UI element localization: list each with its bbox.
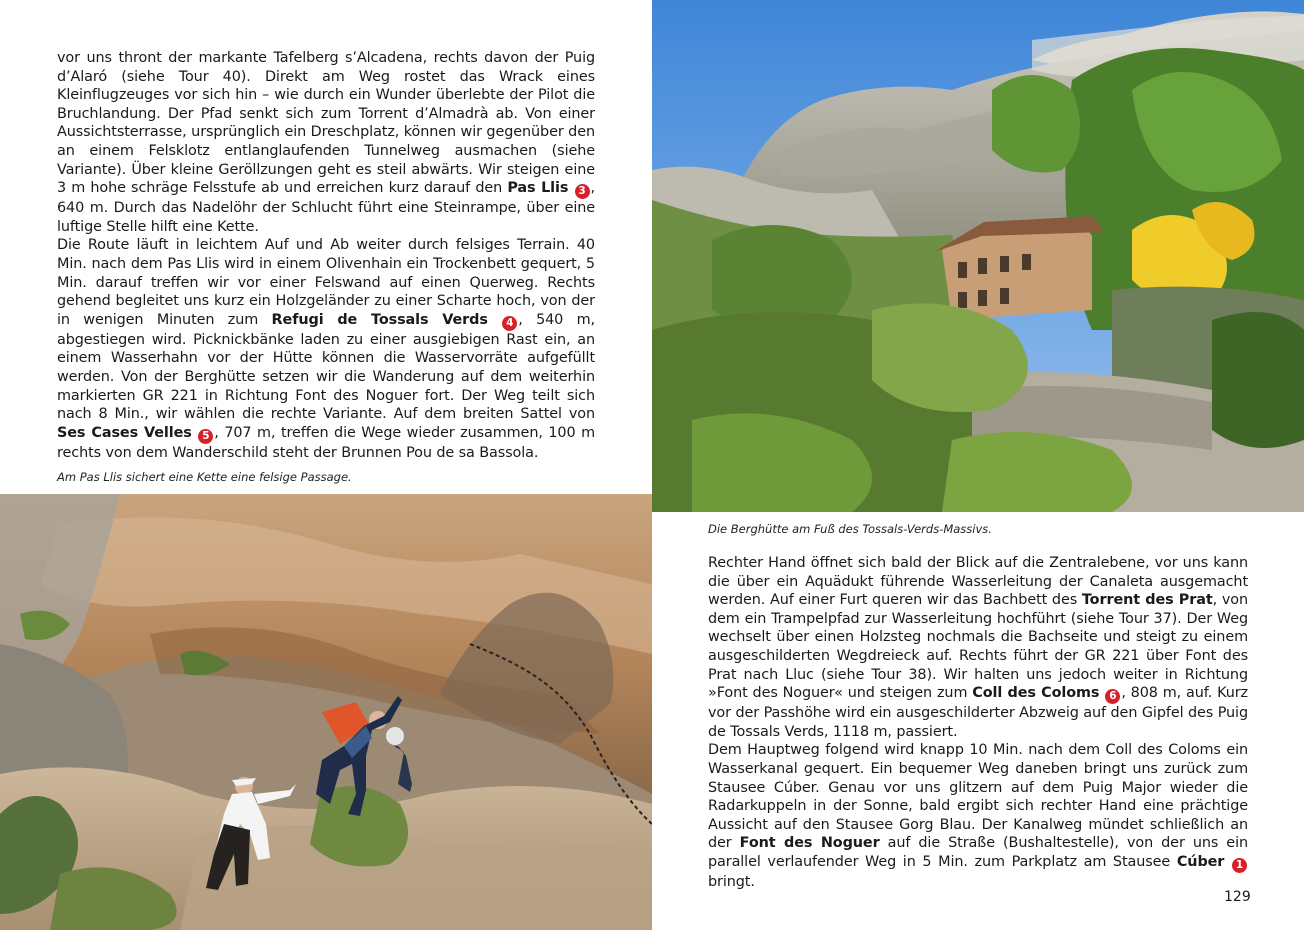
paragraph (708, 741, 1248, 891)
photo-caption-berghuette: Die Berghütte am Fuß des Tossals-Verds-Massivs. (708, 522, 992, 536)
text-run: , 707 m, treffen die Wege wieder zusammen, 100 m rechts von dem Wanderschild steht der Brunnen Pou de sa Bassola. (57, 424, 595, 461)
text-run: , 808 m, auf. Kurz vor der Passhöhe wird ein ausgeschilderter Abzweig auf den Gipfel des Puig de Tossals Verds, 1118 m, passiert. (708, 685, 1248, 740)
place-name: Torrent des Prat (1081, 592, 1213, 609)
text-run (1099, 685, 1104, 701)
text-run: vor uns thront der markante Tafelberg s’Alcadena, rechts davon der Puig d’Alaró (siehe Tour 40). Direkt am Weg rostet das Wrack eines Kleinflugzeuges vor sich hin – wie durch ein Wunder überlebte der Pilot die Bruchlandung. Der Pfad senkt sich zum Torrent d’Almadrà ab. Von einer Aussichtsterrasse, ursprünglich ein Dreschplatz, können wir gegenüber den an einem Felsklotz entlanglaufenden Tunnelweg ausmachen (siehe Variante). Über kleine Geröllzungen geht es steil abwärts. Wir steigen eine 3 m hohe schräge Felsstufe ab und erreichen kurz darauf den (57, 50, 595, 197)
text-run (192, 425, 198, 441)
paragraph (57, 49, 595, 236)
text-run: , 540 m, abgestiegen wird. Picknickbänke laden zu einer ausgiebigen Rast ein, an einem Wasserhahn vor der Hütte können die Wasservorräte aufgefüllt werden. Von der Berghütte setzen wir die Wanderung auf dem weiterhin markierten GR 221 in Richtung Font des Noguer fort. Der Weg teilt sich nach 8 Min., wir wählen die rechte Variante. Auf dem breiten Sattel von (57, 311, 596, 423)
photo-caption-pas-llis: Am Pas Llis sichert eine Kette eine felsige Passage. (57, 470, 352, 484)
route-marker: 1 (1232, 858, 1247, 873)
route-marker: 5 (198, 429, 213, 444)
right-page (652, 0, 1304, 930)
page-number: 129 (1224, 889, 1251, 905)
photo-pas-llis-climbers (0, 494, 652, 930)
text-run: Dem Hauptweg folgend wird knapp 10 Min. nach dem Coll des Coloms ein Wasserkanal gequert. Ein bequemer Weg daneben bringt uns zurück zum Stausee Cúber. Genau vor uns glitzern auf dem Puig Major wieder die Radarkuppeln in der Sonne, bald ergibt sich rechter Hand eine prächtige Aussicht auf den Stausee Gorg Blau. Der Kanalweg mündet schließlich an der (708, 742, 1248, 852)
text-run: bringt. (708, 873, 755, 890)
text-run (568, 180, 573, 196)
right-body-text (708, 554, 1248, 892)
paragraph (708, 554, 1248, 741)
text-run: , 640 m. Durch das Nadelöhr der Schlucht führt eine Steinrampe, über eine luftige Stelle hilft eine Kette. (57, 180, 595, 235)
route-marker: 4 (502, 316, 517, 331)
text-run (1224, 854, 1231, 870)
place-name: Coll des Coloms (972, 685, 1100, 702)
route-marker: 6 (1105, 689, 1120, 704)
left-body-text (57, 49, 595, 462)
place-name: Refugi de Tossals Verds (271, 311, 488, 328)
place-name: Pas Llis (507, 180, 569, 197)
text-run: auf die Straße (Bushaltestelle), von der uns ein parallel verlaufender Weg in 5 Min. zum Parkplatz am Stausee (708, 835, 1248, 870)
photo-refugi-tossals-verds (652, 0, 1304, 512)
text-run: Rechter Hand öffnet sich bald der Blick auf die Zentralebene, vor uns kann die über ein Aquädukt führende Wasserleitung der Canaleta ausgemacht werden. Auf einer Furt queren wir das Bachbett des (708, 555, 1248, 609)
place-name: Ses Cases Velles (57, 424, 192, 441)
place-name: Cúber (1176, 853, 1225, 870)
paragraph (57, 236, 595, 462)
text-run: , von dem ein Trampelpfad zur Wasserleitung hochführt (siehe Tour 37). Der Weg wechselt über einen Holzsteg nochmals die Bachseite und steigt zu einem ausgeschilderten Wegdreieck auf. Rechts führt der GR 221 über Font des Prat nach Lluc (siehe Tour 38). Wir halten uns jedoch weiter in Richtung »Font des Noguer« und steigen zum (708, 592, 1248, 702)
text-run (488, 312, 501, 328)
text-run: Die Route läuft in leichtem Auf und Ab weiter durch felsiges Terrain. 40 Min. nach dem Pas Llis wird in einem Olivenhain ein Trockenbett gequert, 5 Min. darauf treffen wir vor einer Felswand auf einen Querweg. Rechts gehend begleitet uns kurz ein Holzgeländer zu einer Scharte hoch, von der in wenigen Minuten zum (57, 237, 595, 328)
place-name: Font des Noguer (739, 835, 880, 852)
route-marker: 3 (575, 184, 590, 199)
